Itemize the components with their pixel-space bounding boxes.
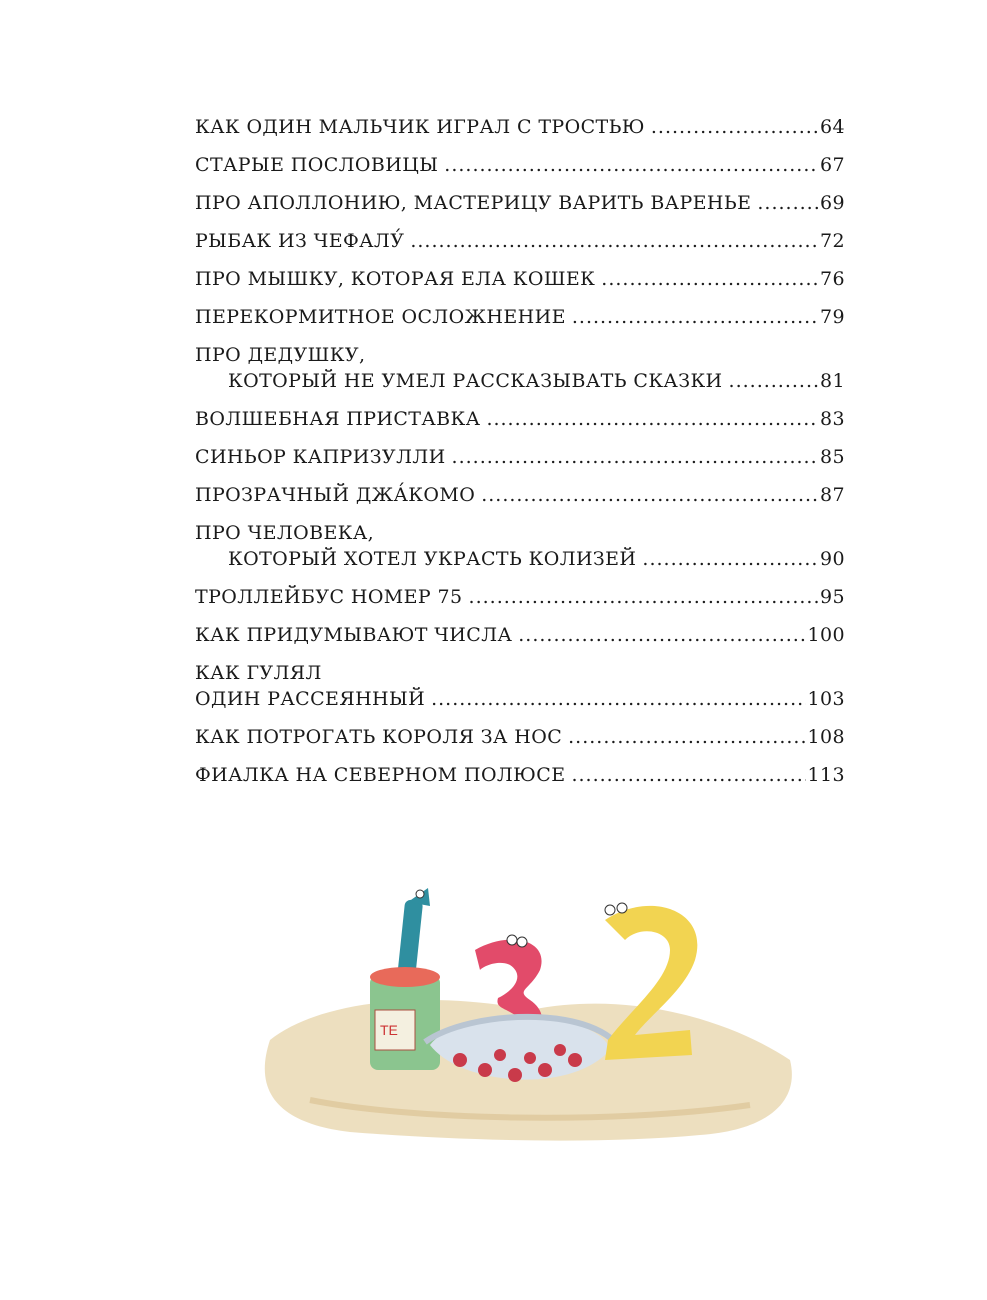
toc-leader-dots xyxy=(729,368,818,394)
toc-leader-dots xyxy=(452,444,818,470)
numeral-two-eye-right xyxy=(617,903,627,913)
toc-page-number: 85 xyxy=(820,446,845,468)
toc-entry[interactable] xyxy=(195,406,845,432)
toc-entry-title: ПРО ДЕДУШКУ, xyxy=(195,344,366,366)
toc-leader-dots xyxy=(571,762,805,788)
numeral-two xyxy=(605,906,697,1060)
numeral-one-eye xyxy=(416,890,424,898)
toc-entry-title: СТАРЫЕ ПОСЛОВИЦЫ xyxy=(195,154,439,176)
toc-entry-title: ФИАЛКА НА СЕВЕРНОМ ПОЛЮСЕ xyxy=(195,764,566,786)
toc-entry[interactable] xyxy=(195,482,845,508)
toc-leader-dots xyxy=(410,228,818,254)
toc-entry-title: РЫБАК ИЗ ЧЕФАЛУ́ xyxy=(195,230,405,252)
toc-page-number: 83 xyxy=(820,408,845,430)
toc-leader-dots xyxy=(431,686,805,712)
toc-entry-title: ПРОЗРАЧНЫЙ ДЖА́КОМО xyxy=(195,484,476,506)
toc-entry[interactable] xyxy=(195,342,845,394)
numeral-three-eye-left xyxy=(507,935,517,945)
toc-entry-title: КАК ГУЛЯЛ xyxy=(195,662,322,684)
numeral-two-eye-left xyxy=(605,905,615,915)
toc-entry[interactable] xyxy=(195,190,845,216)
toc-page-number: 90 xyxy=(820,548,845,570)
toc-leader-dots xyxy=(568,724,805,750)
toc-leader-dots xyxy=(481,482,818,508)
toc-entry-title: СИНЬОР КАПРИЗУЛЛИ xyxy=(195,446,446,468)
toc-page-number: 64 xyxy=(820,116,845,138)
toc-entry[interactable] xyxy=(195,444,845,470)
toc-entry[interactable] xyxy=(195,114,845,140)
toc-entry[interactable] xyxy=(195,724,845,750)
toc-entry-title: КОТОРЫЙ НЕ УМЕЛ РАССКАЗЫВАТЬ СКАЗКИ xyxy=(228,370,723,392)
numeral-three-eye-right xyxy=(517,937,527,947)
toc-page-number: 95 xyxy=(820,586,845,608)
toc-entry-title: КАК ПРИДУМЫВАЮТ ЧИСЛА xyxy=(195,624,513,646)
tin-can-label-text: ТЕ xyxy=(380,1022,398,1038)
toc-page-number: 87 xyxy=(820,484,845,506)
toc-entry-title: ПРО МЫШКУ, КОТОРАЯ ЕЛА КОШЕК xyxy=(195,268,596,290)
tin-can-top xyxy=(370,967,440,987)
toc-leader-dots xyxy=(572,304,818,330)
toc-page-number: 72 xyxy=(820,230,845,252)
toc-leader-dots xyxy=(601,266,818,292)
toc-leader-dots xyxy=(651,114,818,140)
toc-leader-dots xyxy=(444,152,818,178)
toc-entry-title: ТРОЛЛЕЙБУС НОМЕР 75 xyxy=(195,586,463,608)
toc-page-number: 67 xyxy=(820,154,845,176)
toc-page-number: 113 xyxy=(807,764,845,786)
toc-entry[interactable] xyxy=(195,228,845,254)
toc-entry-title: ПРО АПОЛЛОНИЮ, МАСТЕРИЦУ ВАРИТЬ ВАРЕНЬЕ xyxy=(195,192,752,214)
toc-entry[interactable] xyxy=(195,622,845,648)
toc-entry-title: ПРО ЧЕЛОВЕКА, xyxy=(195,522,375,544)
numbers-illustration xyxy=(230,870,810,1160)
toc-leader-dots xyxy=(469,584,818,610)
toc-page-number: 81 xyxy=(820,370,845,392)
toc-entry[interactable] xyxy=(195,304,845,330)
toc-entry-title: ПЕРЕКОРМИТНОЕ ОСЛОЖНЕНИЕ xyxy=(195,306,566,328)
toc-entry-title: КАК ПОТРОГАТЬ КОРОЛЯ ЗА НОС xyxy=(195,726,563,748)
table-of-contents xyxy=(195,114,845,800)
toc-entry[interactable] xyxy=(195,266,845,292)
toc-page-number: 76 xyxy=(820,268,845,290)
toc-page-number: 108 xyxy=(807,726,845,748)
toc-entry-title: КОТОРЫЙ ХОТЕЛ УКРАСТЬ КОЛИЗЕЙ xyxy=(228,548,637,570)
toc-entry-title: КАК ОДИН МАЛЬЧИК ИГРАЛ С ТРОСТЬЮ xyxy=(195,116,645,138)
toc-entry[interactable] xyxy=(195,660,845,712)
toc-leader-dots xyxy=(486,406,818,432)
toc-entry[interactable] xyxy=(195,520,845,572)
toc-entry[interactable] xyxy=(195,152,845,178)
toc-entry-title: ОДИН РАССЕЯННЫЙ xyxy=(195,688,426,710)
toc-page-number: 103 xyxy=(807,688,845,710)
toc-page-number: 69 xyxy=(820,192,845,214)
toc-leader-dots xyxy=(518,622,805,648)
toc-leader-dots xyxy=(757,190,818,216)
toc-entry[interactable] xyxy=(195,584,845,610)
toc-page-number: 79 xyxy=(820,306,845,328)
toc-entry[interactable] xyxy=(195,762,845,788)
toc-leader-dots xyxy=(642,546,818,572)
toc-entry-title: ВОЛШЕБНАЯ ПРИСТАВКА xyxy=(195,408,481,430)
toc-page-number: 100 xyxy=(807,624,845,646)
